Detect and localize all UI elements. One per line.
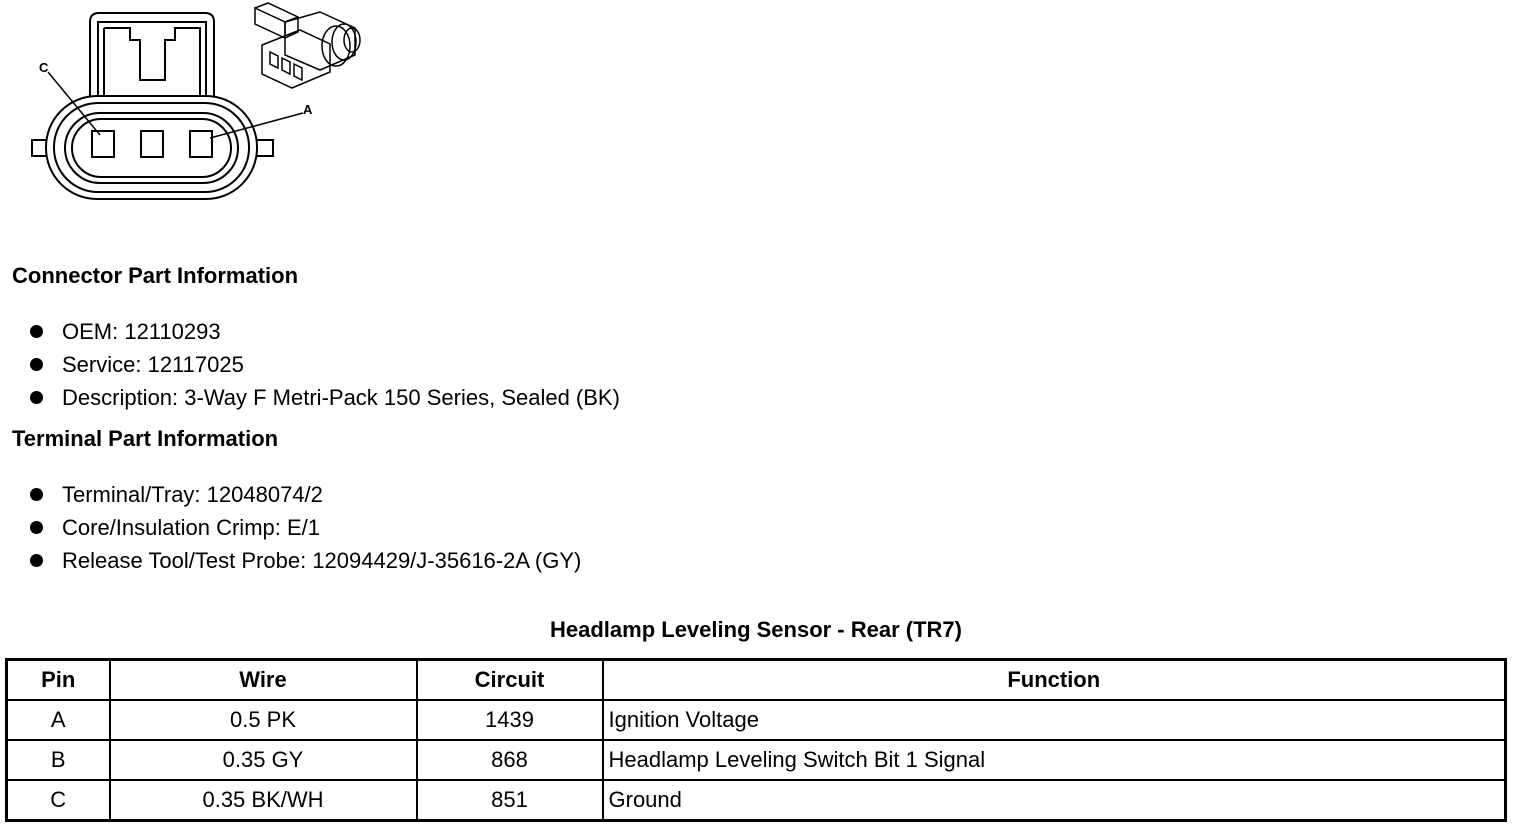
pin-table [5, 658, 1507, 822]
table-row [7, 700, 1506, 740]
pin-cell: A [7, 700, 110, 740]
table-row [7, 780, 1506, 821]
connector-diagram [0, 0, 380, 215]
list-item [28, 481, 581, 514]
connector-part-info-list [28, 318, 620, 417]
list-item [28, 351, 620, 384]
circuit-cell: 1439 [417, 700, 603, 740]
list-item-text: Service: 12117025 [62, 352, 244, 377]
cavity-a [190, 131, 212, 157]
bullet-icon [30, 325, 43, 338]
function-cell: Ground [603, 780, 1506, 821]
list-item-text: Description: 3-Way F Metri-Pack 150 Series, Sealed (BK) [62, 385, 620, 410]
bullet-icon [30, 358, 43, 371]
list-item-text: Core/Insulation Crimp: E/1 [62, 515, 320, 540]
table-header-row [7, 660, 1506, 701]
connector-part-info-heading: Connector Part Information [12, 263, 299, 288]
pin-cell: B [7, 740, 110, 780]
bullet-icon [30, 391, 43, 404]
list-item [28, 384, 620, 417]
list-item-text: Release Tool/Test Probe: 12094429/J-35616-2A (GY) [62, 548, 582, 573]
list-item-text: OEM: 12110293 [62, 319, 221, 344]
list-item [28, 318, 620, 351]
cavity-c [92, 131, 114, 157]
pin-label-a: A [303, 102, 313, 117]
list-item [28, 514, 581, 547]
connector-locking-tab [90, 13, 214, 105]
column-header-pin: Pin [7, 660, 110, 701]
column-header-circuit: Circuit [417, 660, 603, 701]
terminal-part-info-list [28, 481, 581, 580]
wire-cell: 0.5 PK [110, 700, 417, 740]
bullet-icon [30, 488, 43, 501]
wire-cell: 0.35 BK/WH [110, 780, 417, 821]
pin-table-title: Headlamp Leveling Sensor - Rear (TR7) [550, 617, 962, 642]
list-item-text: Terminal/Tray: 12048074/2 [62, 482, 323, 507]
circuit-cell: 868 [417, 740, 603, 780]
column-header-function: Function [603, 660, 1506, 701]
function-cell: Headlamp Leveling Switch Bit 1 Signal [603, 740, 1506, 780]
bullet-icon [30, 554, 43, 567]
connector-isometric-view [255, 3, 360, 88]
terminal-part-info-heading: Terminal Part Information [12, 426, 279, 451]
cavity-b [141, 131, 163, 157]
wire-cell: 0.35 GY [110, 740, 417, 780]
column-header-wire: Wire [110, 660, 417, 701]
bullet-icon [30, 521, 43, 534]
function-cell: Ignition Voltage [603, 700, 1506, 740]
pin-label-c: C [39, 60, 49, 75]
pin-cell: C [7, 780, 110, 821]
circuit-cell: 851 [417, 780, 603, 821]
table-row [7, 740, 1506, 780]
list-item [28, 547, 581, 580]
